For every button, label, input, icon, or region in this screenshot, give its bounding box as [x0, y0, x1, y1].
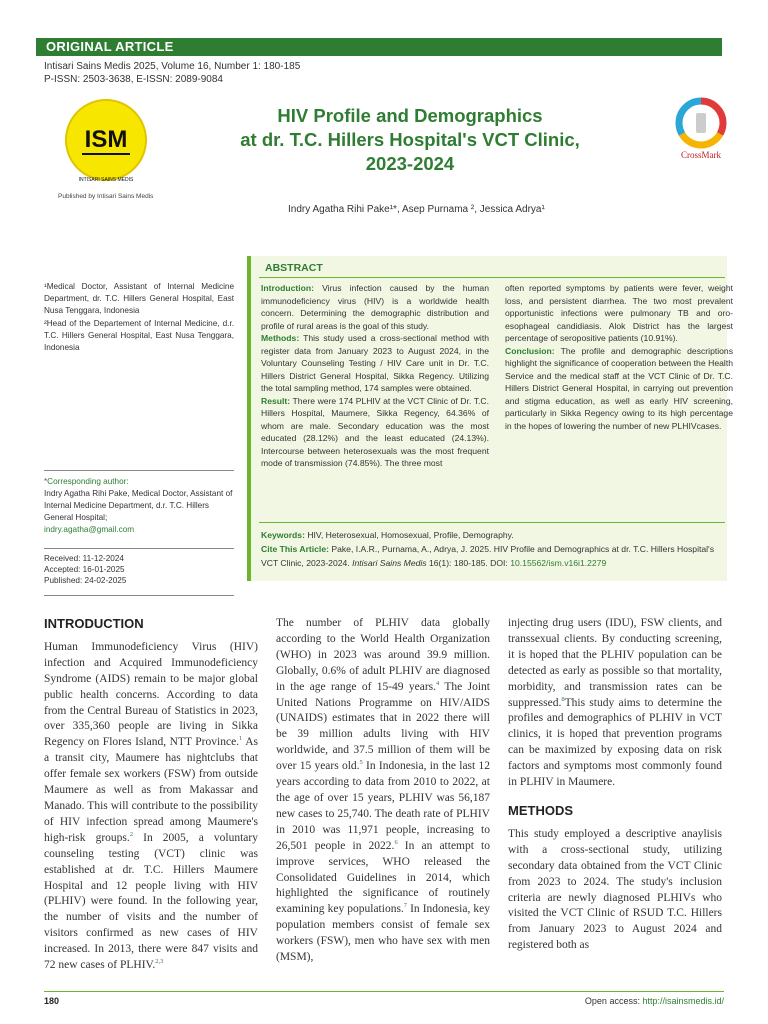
open-access-link[interactable]: http://isainsmedis.id/	[642, 996, 724, 1006]
crossmark-badge[interactable]	[674, 97, 728, 163]
body-column-3	[508, 616, 722, 954]
journal-meta	[44, 60, 300, 86]
logo-text: ISM	[84, 126, 128, 153]
paragraph: The number of PLHIV data globally according to the World Health Organization (WHO) in 2023 was around 39.9 million. Globally, 0.6% of adult PLHIV are diagnosed in the age range of 15-49 years.$^4$ The Joint United Nations Programme on HIV/AIDS (UNAIDS) estimates that in 2022 there will be 39 million adults living with HIV worldwide, and 37.5 million of them will be over 15 years old.$^5$ In Indonesia, in the last 12 years according to data from 2010 to 2022, at the age of over 15 years, PLHIV was 56,187 new cases to 25,740. The death rate of PLHIV in 2010 was 11,971 people, increasing to 26,501 people in 2022.$^6$ In an attempt to improve services, WHO released the Consolidated Guidelines in 2014, which highlighted the significance of routinely examining key populations.$^7$ In Indonesia, key population members consist of female sex workers (FSW), men who have sex with men (MSM),	[276, 617, 490, 964]
affiliation-2: ²Head of the Departement of Internal Medicine, d.r. T.C. Hillers General Hospital, East Nusa Tenggara, Indonesia	[44, 319, 234, 352]
body-column-2	[276, 616, 490, 966]
correspondence-label: *Corresponding author:	[44, 477, 129, 486]
abstract-methods-label: Methods:	[261, 333, 300, 343]
keywords-block	[261, 528, 721, 570]
cite-text: Pake, I.A.R., Purnama, A., Adrya, J. 2025. HIV Profile and Demographics at dr. T.C. Hillers Hospital's VCT Clinic, 2023-2024.	[261, 544, 714, 568]
paragraph: injecting drug users (IDU), FSW clients, and transsexual clients. By conducting screening, it is hoped that the PLHIV population can be detected as early as possible so that mortality, morbidity, and transmission rates can be suppressed.$^8$This study aims to determine the profiles and demographics of PLHIV in VCT clinics, it is hoped that prevention programs can be maximized by exposing data on risk factors and symptoms most commonly found in PLHIV in Maumere.	[508, 617, 722, 789]
abstract-column-right	[505, 282, 733, 432]
doi-link[interactable]: 10.15562/ism.v16i1.2279	[507, 558, 607, 568]
abstract-methods: This study used a cross-sectional method with register data from January 2023 to August 2024, in the Voluntary Counseling Testing / HIV Care unit in Dr. T.C. Hillers District General Hospital, Sikka Regency. Utilizing the total sampling method, 174 samples were obtained.	[261, 333, 489, 393]
open-access	[585, 996, 724, 1006]
date-received: Received: 11-12-2024	[44, 554, 124, 563]
abstract-conclusion-label: Conclusion:	[505, 345, 555, 356]
crossmark-label: CrossMark	[681, 150, 721, 160]
keywords: HIV, Heterosexual, Homosexual, Profile, Demography.	[304, 530, 514, 540]
abstract-rule	[259, 277, 725, 278]
citation-ref[interactable]: 8	[561, 695, 565, 703]
article-type-label: ORIGINAL ARTICLE	[46, 39, 174, 54]
article-type-banner	[36, 38, 722, 56]
logo-subtitle: INTISARI SAINS MEDIS	[78, 177, 134, 183]
correspondence	[44, 476, 234, 536]
cite-label: Cite This Article:	[261, 544, 329, 554]
abstract-box	[247, 256, 733, 581]
article-title	[228, 104, 592, 176]
divider	[44, 548, 234, 549]
divider	[44, 595, 234, 596]
abstract-intro: Virus infection caused by the human immunodeficiency virus (HIV) is a worldwide health concern. Determining the demographic distribution and profile of rural areas is the goal of this study.	[261, 283, 489, 331]
citation-ref[interactable]: 1	[239, 735, 243, 743]
abstract-intro-label: Introduction:	[261, 283, 314, 293]
affiliations	[44, 281, 234, 355]
crossmark-icon	[674, 97, 728, 149]
footer-rule	[44, 991, 724, 992]
abstract-result-continued: often reported symptoms by patients were fever, weight loss, and persistent diarrhea. The two most prevalent opportunistic infections were pulmonary TB and oro-esophageal candidiasis. Alok District has the largest percentage of seropositive patients (10.91%).	[505, 283, 733, 343]
abstract-column-left	[261, 282, 489, 470]
abstract-heading: ABSTRACT	[265, 262, 323, 274]
cite-tail: 16(1): 180-185. DOI:	[426, 558, 508, 568]
cite-journal: Intisari Sains Medis	[349, 558, 427, 568]
keywords-rule	[259, 522, 725, 523]
methods-heading: METHODS	[508, 802, 573, 818]
journal-logo	[60, 95, 152, 185]
page-number: 180	[44, 996, 60, 1006]
published-by: Published by Intisari Sains Medis	[58, 193, 154, 200]
correspondence-text: Indry Agatha Rihi Pake, Medical Doctor, Assistant of Internal Medicine Department, d.r. T.C. Hillers General Hospital;	[44, 489, 233, 522]
citation-line: Intisari Sains Medis 2025, Volume 16, Number 1: 180-185	[44, 61, 301, 72]
date-published: Published: 24-02-2025	[44, 576, 127, 585]
paragraph: Human Immunodeficiency Virus (HIV) infection and Acquired Immunodeficiency Syndrome (AIDS) remain to be major global public health concerns. According to data from the Central Bureau of Statistics in 2023, over 335,360 people are living in Sikka Regency on Flores Island, NTT Province.$^1$ As a transit city, Maumere has nightclubs that offer female sex workers (FSW) from outside Maumere as well as from Makassar and Manado. This will contribute to the possibility of HIV infection spread among Maumere's high-risk groups.$^2$ In 2005, a voluntary counseling testing (VCT) clinic was established at dr. T.C. Hillers Maumere Hospital and 12 people living with HIV (PLHIV) were found. In the following year, the number of visits and the number of visitors confirmed as new cases of HIV increased. In 2013, there were 847 visits and 72 new cases of PLHIV.$^{2,3}$	[44, 640, 258, 972]
body-column-1	[44, 616, 258, 974]
paragraph: This study employed a descriptive anaylisis with a cross-sectional study, utilizing secondary data obtained from the VCT Clinic from 2023 to 2024. The study's inclusion criteria are newly diagnosed PLHIVs who visited the VCT Clinic of RSUD T.C. Hillers from January 2023 to August 2024 and registered both as	[508, 827, 722, 952]
citation-ref[interactable]: 7	[403, 902, 408, 910]
divider	[44, 470, 234, 471]
date-accepted: Accepted: 16-01-2025	[44, 565, 125, 574]
citation-ref[interactable]: 2,3	[155, 958, 164, 966]
citation-ref[interactable]: 6	[394, 838, 398, 846]
abstract-result: There were 174 PLHIV at the VCT Clinic of Dr. T.C. Hillers Hospital, Maumere, Sikka Regency, 64.36% of whom are male. Secondary education was the most educated (28.12%) and the least educated (24.13%). Intercourse between heterosexuals was the most frequent mode of transmission (74.85%). The three most	[261, 395, 489, 468]
open-access-label: Open access:	[584, 996, 643, 1006]
abstract-conclusion: The profile and demographic descriptions highlight the significance of cooperation between the Health Service and the medical staff at the VCT Clinic of Dr. T.C. Hillers District General Hospital, in carrying out prevention and stigma education, as well as early HIV screening, particularly in Sikka Regency owing to its high percentage in the hopes of lowering the number of new PLHIVcases.	[505, 345, 733, 431]
citation-ref[interactable]: 4	[436, 679, 440, 687]
affiliation-1: ¹Medical Doctor, Assistant of Internal Medicine Department, dr. T.C. Hillers General Hospital, East Nusa Tenggara, Indonesia	[44, 282, 234, 315]
introduction-heading: INTRODUCTION	[44, 616, 144, 631]
keywords-label: Keywords:	[261, 530, 305, 540]
title-line-3: 2023-2024	[365, 153, 455, 174]
citation-ref[interactable]: 2	[129, 830, 134, 838]
article-dates	[44, 553, 126, 586]
issn-line: P-ISSN: 2503-3638, E-ISSN: 2089-9084	[44, 74, 223, 85]
correspondence-email[interactable]: indry.agatha@gmail.com	[44, 525, 135, 534]
author-list: Indry Agatha Rihi Pake¹*, Asep Purnama ², Jessica Adrya¹	[288, 204, 545, 215]
title-line-1: HIV Profile and Demographics	[277, 105, 543, 126]
title-line-2: at dr. T.C. Hillers Hospital's VCT Clinic,	[240, 129, 580, 150]
citation-ref[interactable]: 5	[359, 759, 363, 767]
abstract-result-label: Result:	[261, 395, 291, 406]
